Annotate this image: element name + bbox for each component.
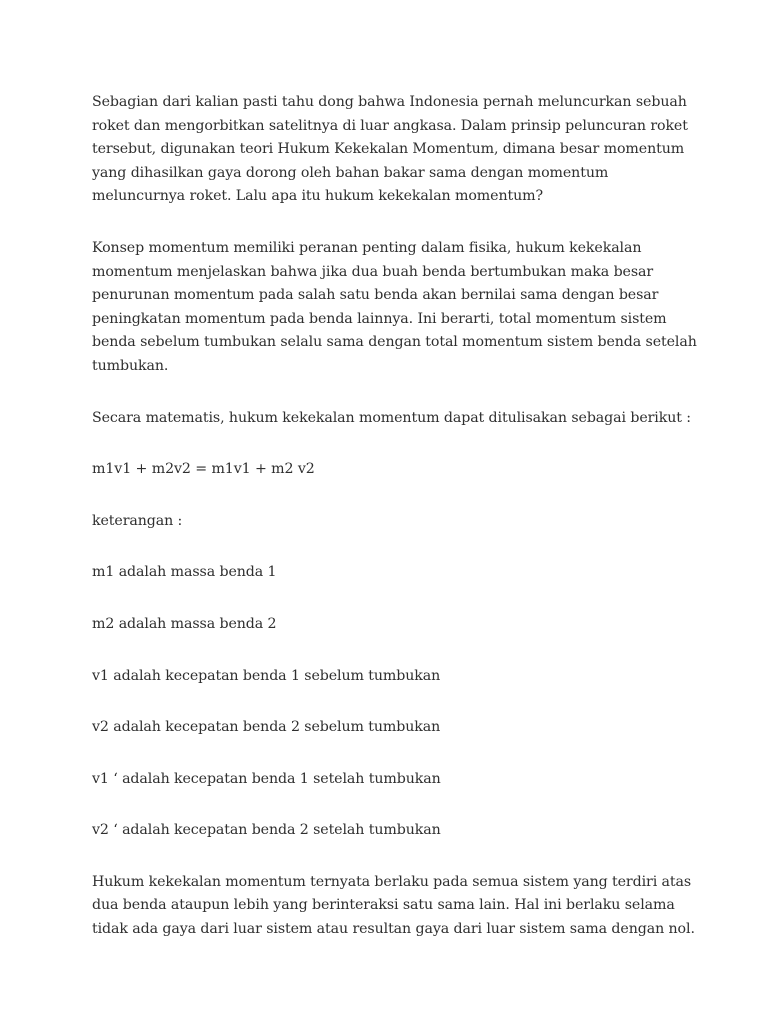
text-line: peningkatan momentum pada benda lainnya. Ini berarti, total momentum sistem [92, 310, 667, 327]
text-line: dua benda ataupun lebih yang berinteraksi satu sama lain. Hal ini berlaku selama [92, 897, 675, 914]
text-line: penurunan momentum pada salah satu benda akan bernilai sama dengan besar [92, 287, 659, 304]
text-line: tersebut, digunakan teori Hukum Kekekalan Momentum, dimana besar momentum [92, 141, 685, 158]
formula-intro: Secara matematis, hukum kekekalan momentum dapat ditulisakan sebagai berikut : [92, 409, 691, 426]
text-line: tumbukan. [92, 357, 169, 374]
text-line: benda sebelum tumbukan selalu sama dengan total momentum sistem benda setelah [92, 334, 697, 351]
text-line: Konsep momentum memiliki peranan penting dalam fisika, hukum kekekalan [92, 239, 642, 256]
momentum-formula: m1v1 + m2v2 = m1v1 + m2 v2 [92, 461, 315, 478]
text-line: roket dan mengorbitkan satelitnya di luar angkasa. Dalam prinsip peluncuran roket [92, 117, 688, 134]
text-line: yang dihasilkan gaya dorong oleh bahan bakar sama dengan momentum [92, 164, 609, 181]
definition-item: m2 adalah massa benda 2 [92, 615, 277, 632]
definition-item: v2 adalah kecepatan benda 2 sebelum tumbukan [92, 719, 441, 736]
text-line: momentum menjelaskan bahwa jika dua buah benda bertumbukan maka besar [92, 263, 654, 280]
text-line: meluncurnya roket. Lalu apa itu hukum kekekalan momentum? [92, 188, 543, 205]
definition-item: m1 adalah massa benda 1 [92, 564, 277, 581]
definition-item: v1 ‘ adalah kecepatan benda 1 setelah tumbukan [92, 770, 441, 787]
document-body [92, 91, 697, 970]
text-line: Sebagian dari kalian pasti tahu dong bahwa Indonesia pernah meluncurkan sebuah [92, 94, 687, 110]
definition-item: v1 adalah kecepatan benda 1 sebelum tumbukan [92, 667, 441, 684]
definition-item: v2 ‘ adalah kecepatan benda 2 setelah tumbukan [92, 822, 441, 839]
paragraph-intro [92, 91, 688, 209]
paragraph-closing [92, 871, 695, 942]
text-line: tidak ada gaya dari luar sistem atau resultan gaya dari luar sistem sama dengan nol. [92, 921, 695, 938]
paragraph-concept [92, 237, 697, 379]
keterangan-label: keterangan : [92, 512, 183, 529]
text-line: Hukum kekekalan momentum ternyata berlaku pada semua sistem yang terdiri atas [92, 873, 692, 890]
